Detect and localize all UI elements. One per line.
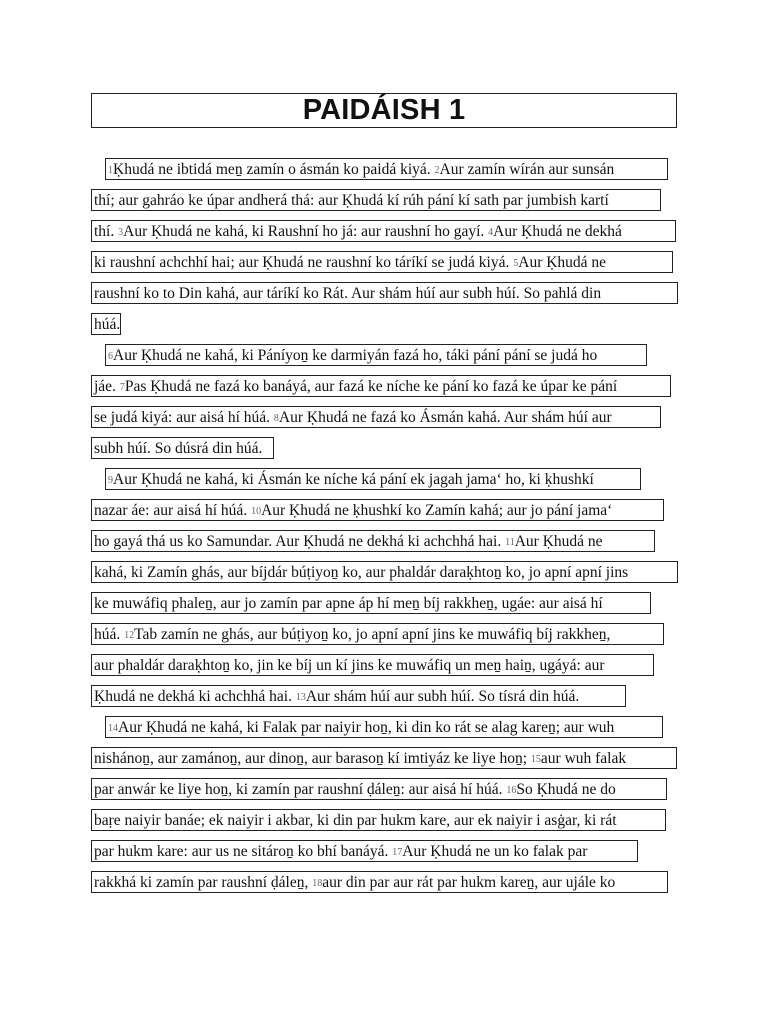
- verse-number: 5: [513, 258, 519, 269]
- text-line: [91, 685, 626, 707]
- verse-text: se judá kiyá: aur aisá hí húá.: [94, 409, 274, 426]
- verse-text: raushní ko to Din kahá, aur táríkí ko Rát. Aur shám húí aur subh húí. So pahlá din: [94, 285, 602, 302]
- verse-number: 3: [118, 227, 124, 238]
- verse-text: aur wuh falak: [540, 750, 627, 767]
- verse-number: 13: [295, 692, 306, 703]
- verse-text: jáe.: [94, 378, 120, 395]
- verse-text: baṛe naiyir banáe; ek naiyir i akbar, ki din par hukm kare, aur ek naiyir i asġar, ki rát: [94, 812, 617, 829]
- verse-text: thí; aur gahráo ke úpar andherá thá: aur Ḳhudá kí rúh pání kí sath par jumbish kartí: [94, 192, 609, 209]
- verse-text: Pas Ḳhudá ne fazá ko banáyá, aur fazá ke níche ke pání ko fazá ke úpar ke pání: [124, 378, 618, 395]
- verse-text: Aur shám húí aur subh húí. So tísrá din húá.: [305, 688, 580, 705]
- verse-number: 12: [124, 630, 135, 641]
- verse-number: 1: [108, 165, 113, 176]
- text-line: [91, 623, 664, 645]
- text-line: [91, 406, 661, 428]
- page-title: PAIDÁISH 1: [302, 94, 466, 126]
- verse-number: 6: [108, 351, 113, 362]
- verse-text: Aur Ḳhudá ne kahá, ki Falak par naiyir hoṉ, ki din ko rát se alag kareṉ; aur wuh: [118, 719, 615, 736]
- text-line: [91, 189, 661, 211]
- text-line: [105, 716, 663, 738]
- text-line: [91, 499, 664, 521]
- verse-text: rakkhá ki zamín par raushní ḍáleṉ,: [94, 874, 313, 891]
- verse-text: Ḳhudá ne dekhá ki achchhá hai.: [94, 688, 296, 705]
- verse-number: 18: [312, 878, 323, 889]
- verse-number: 15: [530, 754, 541, 765]
- verse-number: 8: [273, 413, 279, 424]
- verse-number: 7: [119, 382, 125, 393]
- verse-text: Aur Ḳhudá ne kahá, ki Páníyoṉ ke darmiyán fazá ho, táki pání pání se judá ho: [113, 347, 598, 364]
- text-line: [91, 251, 673, 273]
- verse-text: Aur Ḳhudá ne dekhá: [493, 223, 622, 240]
- verse-text: kahá, ki Zamín ghás, aur bíjdár búṭiyoṉ ko, aur phaldár daraḳhtoṉ ko, jo apní apní jins: [94, 564, 629, 581]
- verse-text: ho gayá thá us ko Samundar. Aur Ḳhudá ne dekhá ki achchhá hai.: [94, 533, 506, 550]
- verse-text: Aur Ḳhudá ne fazá ko Ásmán kahá. Aur shám húí aur: [278, 409, 612, 426]
- text-line: [105, 158, 668, 180]
- verse-text: thí.: [94, 223, 119, 240]
- text-line: [91, 375, 671, 397]
- text-line: [91, 592, 651, 614]
- verse-text: aur phaldár daraḳhtoṉ ko, jin ke bíj un kí jins ke muwáfiq un meṉ haiṉ, ugáyá: aur: [94, 657, 605, 674]
- verse-text: Aur Ḳhudá ne: [514, 533, 603, 550]
- title-box: [91, 93, 677, 128]
- text-line: [91, 313, 121, 335]
- verse-text: Aur Ḳhudá ne ḳhushkí ko Zamín kahá; aur jo pání jama‘: [261, 502, 613, 519]
- text-line: [91, 561, 678, 583]
- text-line: [105, 344, 647, 366]
- verse-text: subh húí. So dúsrá din húá.: [94, 440, 263, 457]
- text-line: [91, 747, 677, 769]
- verse-text: Tab zamín ne ghás, aur búṭiyoṉ ko, jo apní apní jins ke muwáfiq bíj rakkheṉ,: [134, 626, 611, 643]
- text-line: [105, 468, 641, 490]
- verse-number: 2: [434, 165, 440, 176]
- verse-text: Aur zamín wírán aur sunsán: [439, 161, 615, 178]
- verse-text: húá.: [94, 626, 125, 643]
- verse-text: ki raushní achchhí hai; aur Ḳhudá ne raushní ko táríkí se judá kiyá.: [94, 254, 514, 271]
- verse-text: Aur Ḳhudá ne kahá, ki Raushní ho já: aur raushní ho gayí.: [123, 223, 489, 240]
- verse-number: 11: [505, 537, 515, 548]
- text-line: [91, 778, 667, 800]
- verse-number: 9: [108, 475, 113, 486]
- text-line: [91, 437, 274, 459]
- text-line: [91, 871, 668, 893]
- verse-text: Ḳhudá ne ibtidá meṉ zamín o ásmán ko paidá kiyá.: [113, 161, 435, 178]
- verse-number: 4: [488, 227, 494, 238]
- text-line: [91, 809, 666, 831]
- verse-text: aur din par aur rát par hukm kareṉ, aur ujále ko: [322, 874, 616, 891]
- verse-number: 16: [506, 785, 517, 796]
- verse-text: ke muwáfiq phaleṉ, aur jo zamín par apne áp hí meṉ bíj rakkheṉ, ugáe: aur aisá hí: [94, 595, 603, 612]
- text-line: [91, 530, 655, 552]
- verse-text: Aur Ḳhudá ne kahá, ki Ásmán ke níche ká pání ek jagah jama‘ ho, ki ḳhushkí: [113, 471, 594, 488]
- text-line: [91, 220, 676, 242]
- verse-text: par hukm kare: aur us ne sitároṉ ko bhí banáyá.: [94, 843, 393, 860]
- verse-text: par anwár ke liye hoṉ, ki zamín par raushní ḍáleṉ: aur aisá hí húá.: [94, 781, 507, 798]
- verse-text: nishánoṉ, aur zamánoṉ, aur dinoṉ, aur barasoṉ kí imtiyáz ke liye hoṉ;: [94, 750, 531, 767]
- verse-text: So Ḳhudá ne do: [516, 781, 616, 798]
- verse-text: Aur Ḳhudá ne un ko falak par: [402, 843, 588, 860]
- verse-text: húá.: [94, 316, 121, 333]
- text-line: [91, 654, 654, 676]
- verse-text: nazar áe: aur aisá hí húá.: [94, 502, 252, 519]
- verse-number: 10: [251, 506, 262, 517]
- text-line: [91, 282, 678, 304]
- text-line: [91, 840, 638, 862]
- verse-number: 17: [392, 847, 403, 858]
- verse-number: 14: [108, 723, 118, 734]
- verse-text: Aur Ḳhudá ne: [518, 254, 607, 271]
